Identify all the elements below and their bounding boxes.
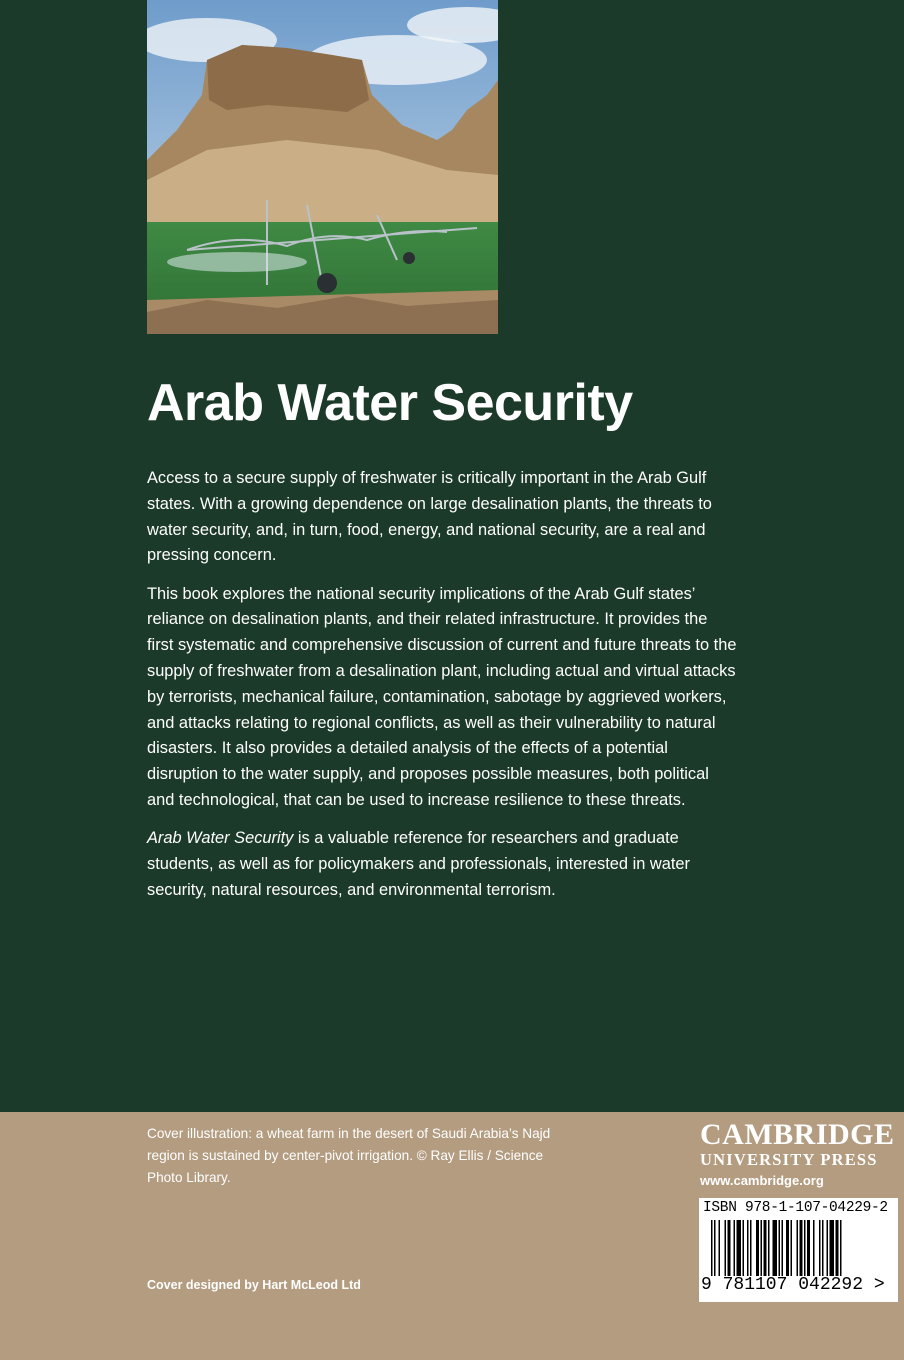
barcode-bar bbox=[743, 1220, 745, 1276]
barcode-bar bbox=[725, 1220, 727, 1276]
barcode-bar bbox=[737, 1220, 742, 1276]
barcode-bar bbox=[807, 1220, 810, 1276]
barcode-bar bbox=[797, 1220, 799, 1276]
description-paragraph-3 bbox=[147, 826, 737, 903]
book-title: Arab Water Security bbox=[147, 374, 633, 432]
cover-credit: Cover illustration: a wheat farm in the desert of Saudi Arabia’s Najd region is sustained by center-pivot irrigation. © Ray Ellis / Science Photo Library. bbox=[147, 1126, 551, 1185]
barcode-bars bbox=[711, 1220, 889, 1276]
publisher-logo bbox=[700, 1120, 900, 1192]
barcode-bar bbox=[714, 1220, 716, 1276]
barcode-bar bbox=[791, 1220, 793, 1276]
cover-photo bbox=[147, 0, 498, 334]
barcode-bar bbox=[719, 1220, 721, 1276]
publisher-subtitle: UNIVERSITY PRESS bbox=[700, 1150, 878, 1169]
publisher-url: www.cambridge.org bbox=[700, 1173, 824, 1188]
barcode-bar bbox=[827, 1220, 829, 1276]
italic-book-title: Arab Water Security bbox=[147, 829, 294, 848]
barcode-bar bbox=[761, 1220, 763, 1276]
barcode-bar bbox=[711, 1220, 713, 1276]
publisher-name: CAMBRIDGE bbox=[700, 1118, 895, 1151]
description-paragraph-1: Access to a secure supply of freshwater is critically important in the Arab Gulf states. With a growing dependence on large desalination plants, the threats to water security, and, in turn, food, energy, and national security, are a real and pressing concern. bbox=[147, 469, 712, 565]
barcode-bar bbox=[764, 1220, 767, 1276]
barcode-bar bbox=[773, 1220, 778, 1276]
barcode-bar bbox=[728, 1220, 731, 1276]
book-description bbox=[147, 466, 737, 916]
barcode-bar bbox=[840, 1220, 842, 1276]
barcode-bar bbox=[830, 1220, 835, 1276]
barcode-bar bbox=[804, 1220, 806, 1276]
barcode-bar bbox=[836, 1220, 839, 1276]
description-paragraph-2: This book explores the national security implications of the Arab Gulf states’ reliance on desalination plants, and their related infrastructure. It provides the first systematic and comprehensive discussion of current and future threats to the supply of freshwater from a desalination plant, including actual and virtual attacks by terrorists, mechanical failure, contamination, sabotage by aggrieved workers, and attacks relating to regional conflicts, as well as their vulnerability to natural disasters. It also provides a detailed analysis of the effects of a potential disruption to the water supply, and proposes possible measures, both political and technological, that can be used to increase resilience to these threats. bbox=[147, 584, 737, 810]
barcode-bar bbox=[800, 1220, 803, 1276]
barcode-bar bbox=[734, 1220, 736, 1276]
barcode-bar bbox=[822, 1220, 824, 1276]
barcode-bar bbox=[747, 1220, 749, 1276]
isbn-label: ISBN 978-1-107-04229-2 bbox=[703, 1200, 888, 1216]
barcode-bar bbox=[819, 1220, 821, 1276]
barcode-bar bbox=[782, 1220, 784, 1276]
description-paragraph-3-text: is a valuable reference for researchers and graduate students, as well as for policymakers and professionals, interested in water security, natural resources, and environmental terrorism. bbox=[147, 829, 690, 899]
barcode-digits: 9 781107 042292 > bbox=[701, 1275, 885, 1295]
barcode-bar bbox=[786, 1220, 789, 1276]
barcode-bar bbox=[750, 1220, 752, 1276]
cover-designer: Cover designed by Hart McLeod Ltd bbox=[147, 1278, 361, 1292]
footer-band bbox=[0, 1112, 904, 1360]
barcode-bar bbox=[768, 1220, 770, 1276]
barcode-bar bbox=[779, 1220, 781, 1276]
barcode-bar bbox=[756, 1220, 759, 1276]
barcode-bar bbox=[813, 1220, 815, 1276]
barcode bbox=[699, 1198, 898, 1302]
